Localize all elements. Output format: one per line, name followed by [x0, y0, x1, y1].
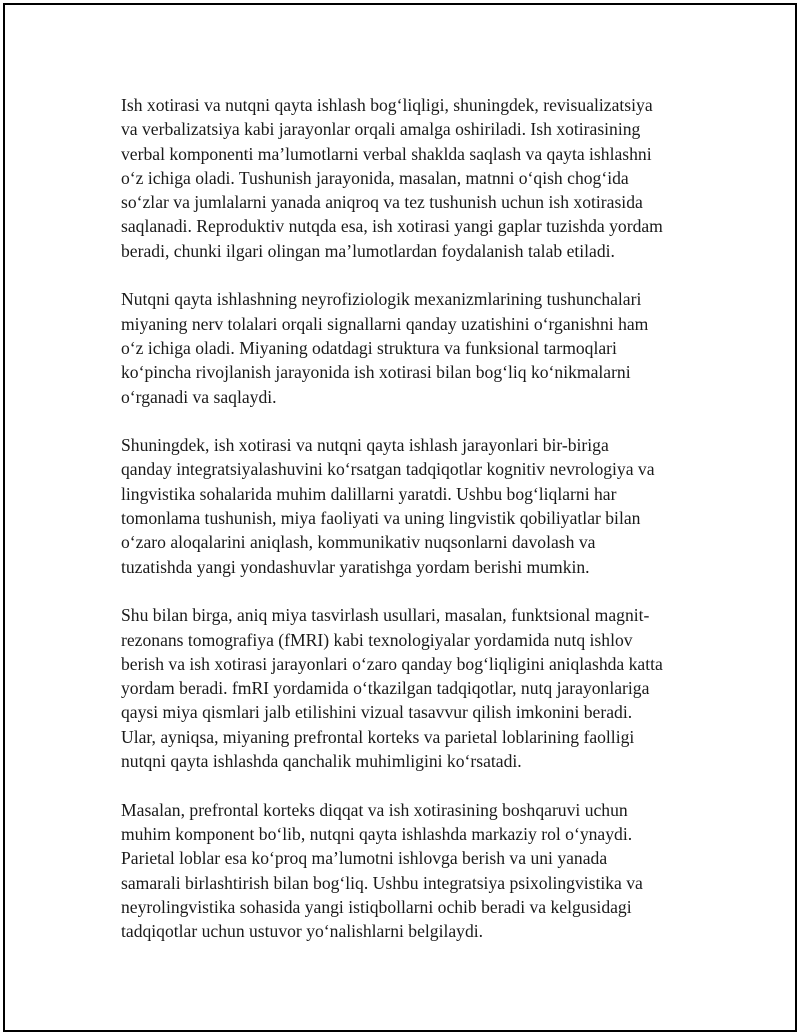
- text-line: o‘z ichiga oladi. Tushunish jarayonida, masalan, matnni o‘qish chog‘ida: [121, 167, 629, 188]
- text-line: Ular, ayniqsa, miyaning prefrontal korteks va parietal loblarining faolligi: [121, 726, 635, 747]
- paragraph-3: [121, 433, 695, 579]
- text-line: saqlanadi. Reproduktiv nutqda esa, ish xotirasi yangi gaplar tuzishda yordam: [121, 216, 663, 237]
- text-line: miyaning nerv tolalari orqali signallarni qanday uzatishini o‘rganishni ham: [121, 313, 649, 334]
- text-line: Ish xotirasi va nutqni qayta ishlash bog‘liqligi, shuningdek, revisualizatsiya: [121, 95, 653, 115]
- text-line: Nutqni qayta ishlashning neyrofiziologik mexanizmlarining tushunchalari: [121, 289, 642, 310]
- text-line: rezonans tomografiya (fMRI) kabi texnologiyalar yordamida nutq ishlov: [121, 629, 633, 650]
- paragraph-5: [121, 798, 695, 944]
- text-line: verbal komponenti ma’lumotlarni verbal shaklda saqlash va qayta ishlashni: [121, 143, 652, 164]
- text-line: Parietal loblar esa ko‘proq ma’lumotni ishlovga berish va uni yanada: [121, 848, 608, 869]
- text-line: o‘z ichiga oladi. Miyaning odatdagi struktura va funksional tarmoqlari: [121, 337, 617, 358]
- text-line: so‘zlar va jumlalarni yanada aniqroq va tez tushunish uchun ish xotirasida: [121, 192, 643, 213]
- text-line: neyrolingvistika sohasida yangi istiqbollarni ochib beradi va kelgusidagi: [121, 896, 632, 917]
- paragraph-4: [121, 603, 695, 773]
- text-line: Shu bilan birga, aniq miya tasvirlash usullari, masalan, funktsional magnit-: [121, 605, 650, 626]
- text-line: o‘rganadi va saqlaydi.: [121, 386, 277, 407]
- text-line: va verbalizatsiya kabi jarayonlar orqali amalga oshiriladi. Ish xotirasining: [121, 119, 641, 140]
- text-line: Shuningdek, ish xotirasi va nutqni qayta ishlash jarayonlari bir-biriga: [121, 435, 609, 456]
- text-line: beradi, chunki ilgari olingan ma’lumotlardan foydalanish talab etiladi.: [121, 240, 615, 261]
- text-line: nutqni qayta ishlashda qanchalik muhimligini ko‘rsatadi.: [121, 751, 522, 772]
- paragraph-2: [121, 287, 695, 408]
- text-line: o‘zaro aloqalarini aniqlash, kommunikativ nuqsonlarni davolash va: [121, 532, 596, 553]
- text-line: qaysi miya qismlari jalb etilishini vizual tasavvur qilish imkonini beradi.: [121, 702, 633, 723]
- text-line: tomonlama tushunish, miya faoliyati va uning lingvistik qobiliyatlar bilan: [121, 508, 641, 529]
- page-frame: [3, 3, 797, 1032]
- paragraph-1: [121, 93, 695, 263]
- text-line: Masalan, prefrontal korteks diqqat va ish xotirasining boshqaruvi uchun: [121, 799, 628, 820]
- text-line: berish va ish xotirasi jarayonlari o‘zaro qanday bog‘liqligini aniqlashda katta: [121, 653, 663, 674]
- text-line: lingvistika sohalarida muhim dalillarni yaratdi. Ushbu bog‘liqlarni har: [121, 483, 617, 504]
- text-line: samarali birlashtirish bilan bog‘liq. Ushbu integratsiya psixolingvistika va: [121, 872, 643, 893]
- text-line: qanday integratsiyalashuvini ko‘rsatgan tadqiqotlar kognitiv nevrologiya va: [121, 459, 655, 480]
- text-line: tadqiqotlar uchun ustuvor yo‘nalishlarni belgilaydi.: [121, 921, 484, 942]
- text-line: tuzatishda yangi yondashuvlar yaratishga yordam berishi mumkin.: [121, 556, 590, 577]
- text-line: yordam beradi. fmRI yordamida o‘tkazilgan tadqiqotlar, nutq jarayonlariga: [121, 678, 650, 699]
- text-line: muhim komponent bo‘lib, nutqni qayta ishlashda markaziy rol o‘ynaydi.: [121, 823, 633, 844]
- text-line: ko‘pincha rivojlanish jarayonida ish xotirasi bilan bog‘liq ko‘nikmalarni: [121, 362, 631, 383]
- document-body: [121, 93, 695, 968]
